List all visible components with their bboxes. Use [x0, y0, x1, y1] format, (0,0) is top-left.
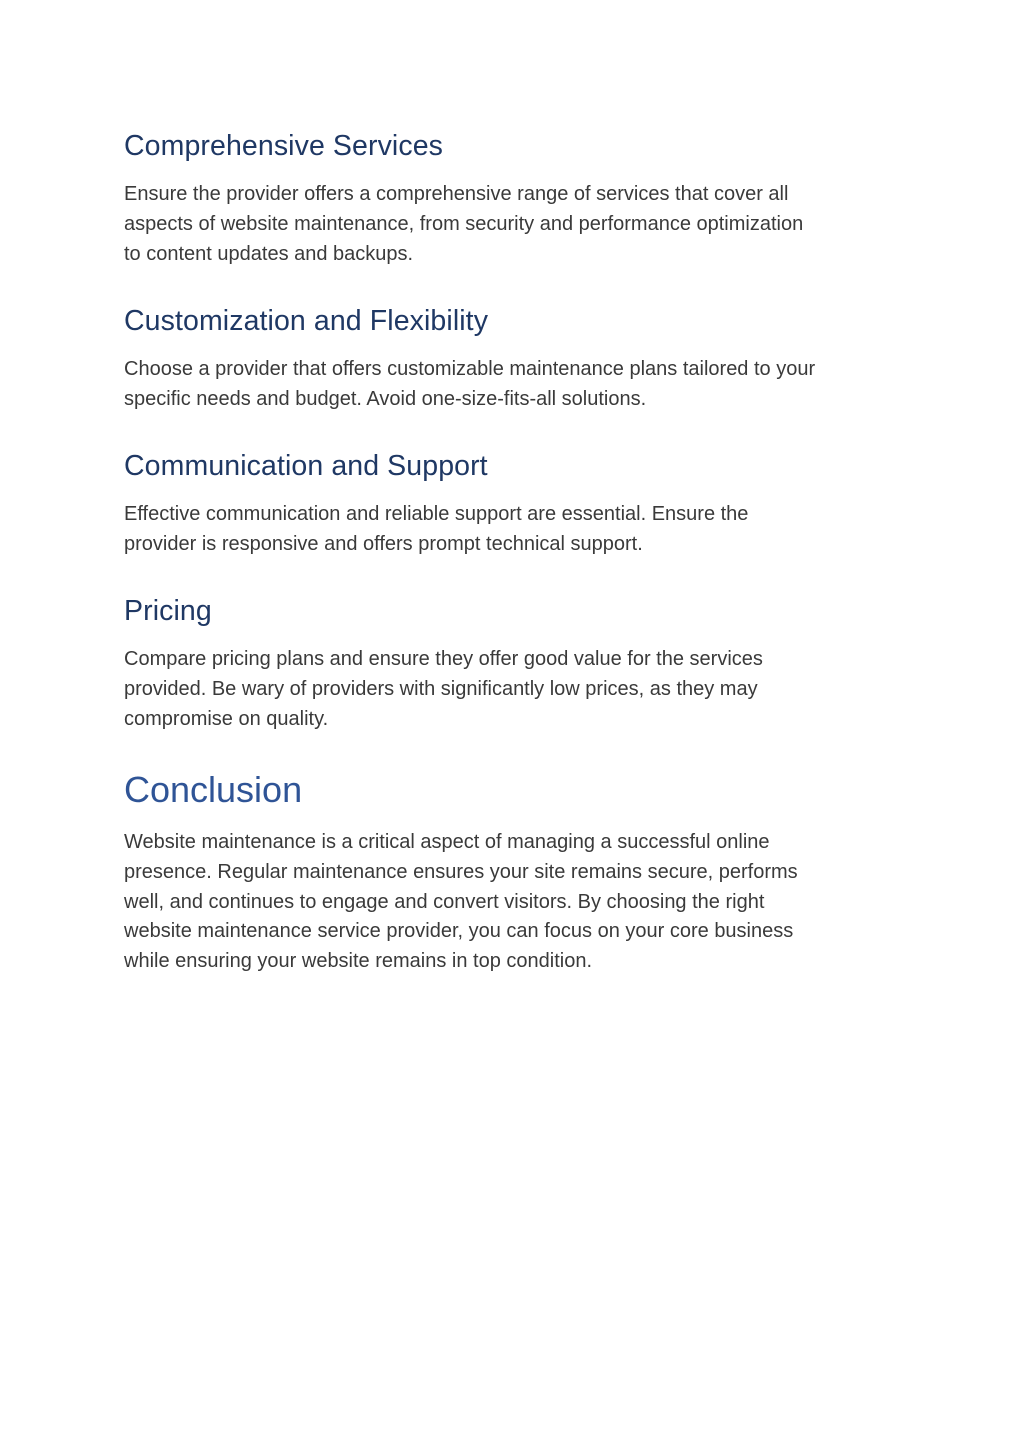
section-heading: Communication and Support	[124, 450, 488, 482]
paragraph-line: aspects of website maintenance, from security and performance optimization	[124, 212, 804, 235]
paragraph-line: specific needs and budget. Avoid one-size-fits-all solutions.	[124, 387, 647, 410]
paragraph-line: provided. Be wary of providers with significantly low prices, as they may	[124, 677, 758, 700]
paragraph-line: to content updates and backups.	[124, 242, 414, 265]
conclusion-heading: Conclusion	[124, 769, 303, 810]
conclusion-paragraph	[124, 828, 904, 977]
section-heading: Comprehensive Services	[124, 130, 443, 162]
paragraph-line: while ensuring your website remains in top condition.	[124, 950, 593, 973]
paragraph-line: Choose a provider that offers customizable maintenance plans tailored to your	[124, 358, 816, 380]
section-comprehensive-services	[124, 128, 904, 269]
paragraph-line: Effective communication and reliable support are essential. Ensure the	[124, 503, 749, 525]
section-communication-support	[124, 448, 904, 560]
section-heading: Pricing	[124, 595, 212, 627]
section-paragraph	[124, 645, 904, 734]
section-heading: Customization and Flexibility	[124, 305, 489, 337]
section-pricing	[124, 593, 904, 734]
section-paragraph	[124, 180, 904, 269]
paragraph-line: presence. Regular maintenance ensures your site remains secure, performs	[124, 860, 798, 883]
paragraph-line: provider is responsive and offers prompt technical support.	[124, 532, 643, 555]
section-paragraph	[124, 500, 904, 560]
paragraph-line: well, and continues to engage and convert visitors. By choosing the right	[124, 890, 765, 913]
paragraph-line: website maintenance service provider, you can focus on your core business	[124, 920, 794, 943]
paragraph-line: Website maintenance is a critical aspect of managing a successful online	[124, 831, 770, 853]
section-paragraph	[124, 355, 904, 415]
paragraph-line: Compare pricing plans and ensure they offer good value for the services	[124, 648, 763, 670]
section-conclusion	[124, 768, 904, 977]
section-customization-flexibility	[124, 303, 904, 415]
paragraph-line: compromise on quality.	[124, 707, 329, 730]
paragraph-line: Ensure the provider offers a comprehensive range of services that cover all	[124, 183, 789, 205]
